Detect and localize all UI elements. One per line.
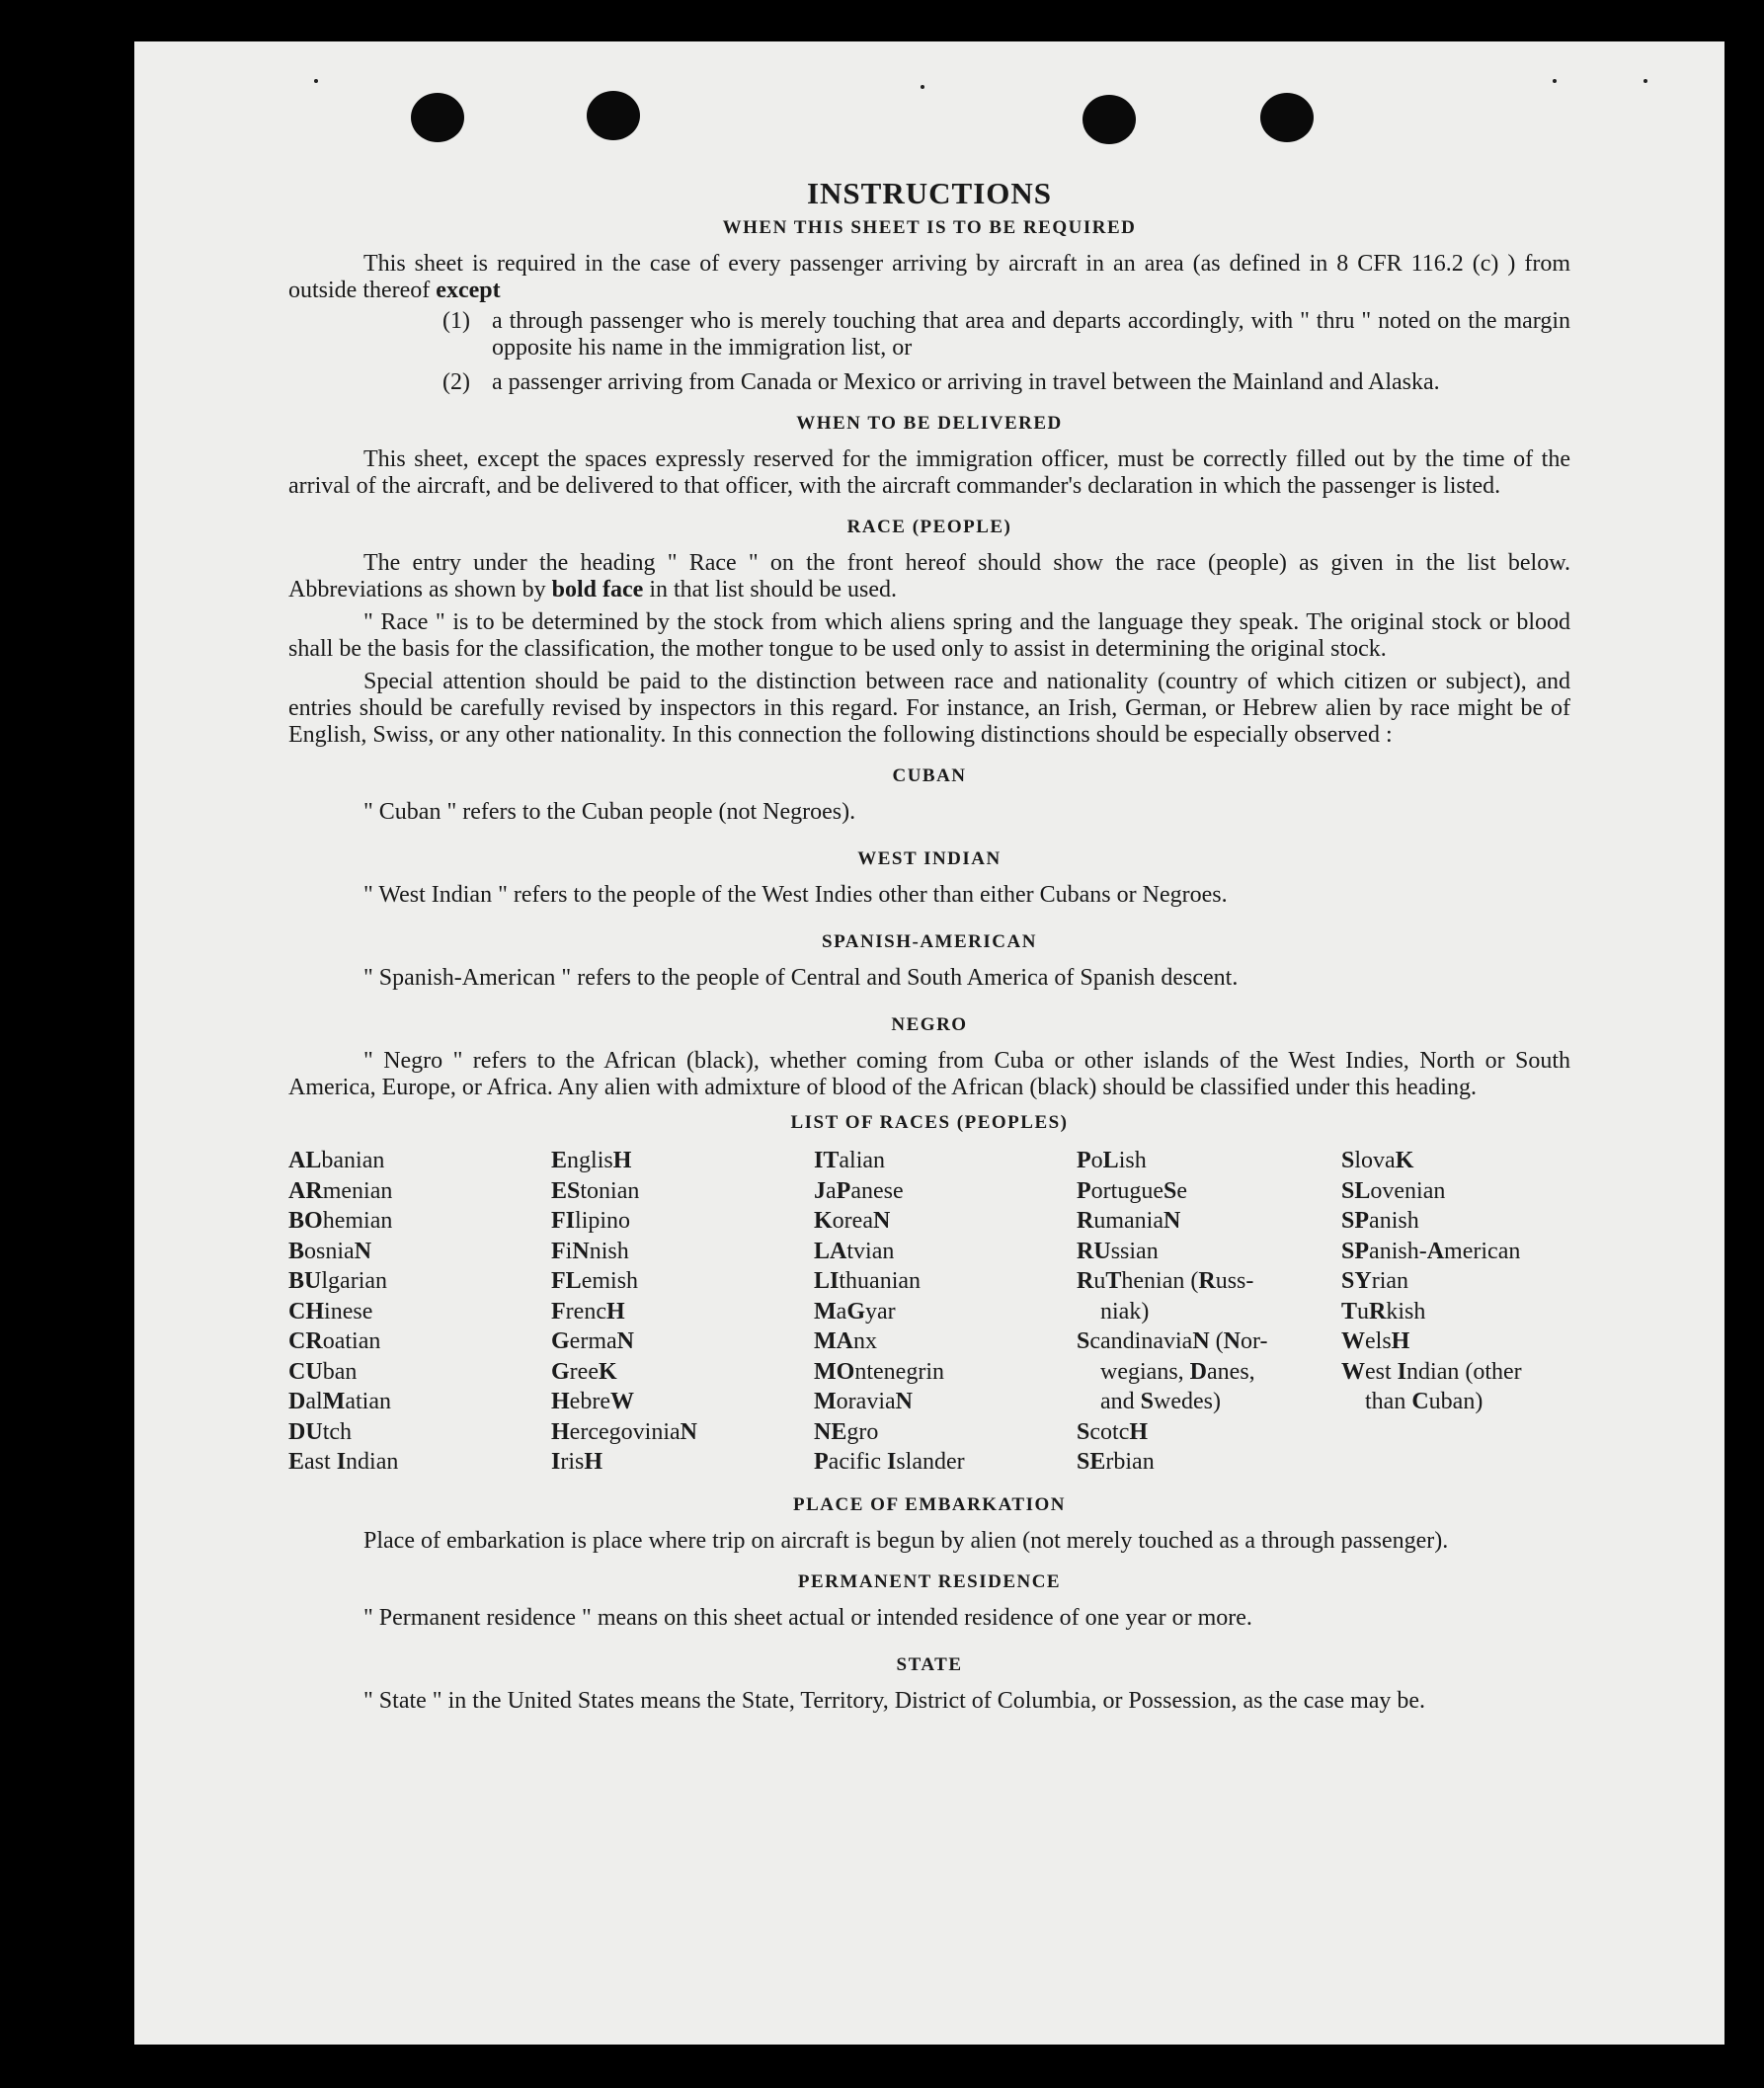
race-paragraph-1 <box>288 550 1570 603</box>
race-entry: FrencH <box>551 1298 625 1325</box>
race-entry: ARmenian <box>288 1177 393 1204</box>
race-p1-text-end: in that list should be used. <box>643 577 897 602</box>
race-entry: BOhemian <box>288 1208 393 1234</box>
race-entry: ALbanian <box>288 1148 385 1173</box>
section-heading-when-required: WHEN THIS SHEET IS TO BE REQUIRED <box>722 217 1137 238</box>
section-heading-when-delivered: WHEN TO BE DELIVERED <box>796 413 1063 434</box>
race-entry: HebreW <box>551 1389 634 1414</box>
place-of-embarkation-text: Place of embarkation is place where trip on aircraft is begun by alien (not merely touched as a through passenger). <box>363 1527 1449 1554</box>
race-entry: SLovenian <box>1341 1177 1446 1204</box>
race-entry: RumaniaN <box>1077 1208 1181 1234</box>
item-text: a through passenger who is merely touching that area and departs accordingly, with " thru " noted on the margin opposite his name in the immigration list, or <box>492 308 1570 361</box>
section-heading-list-of-races: LIST OF RACES (PEOPLES) <box>790 1112 1069 1133</box>
punch-hole <box>1260 93 1314 142</box>
speck <box>921 85 924 89</box>
race-entry: ITalian <box>814 1148 886 1173</box>
race-entry: KoreaN <box>814 1208 891 1234</box>
race-entry: FLemish <box>551 1268 639 1294</box>
race-entry: TuRkish <box>1341 1298 1426 1325</box>
race-entry: MoraviaN <box>814 1389 913 1414</box>
item-text: a passenger arriving from Canada or Mexico or arriving in travel between the Mainland and Alaska. <box>492 369 1440 395</box>
race-entry: MAnx <box>814 1328 877 1354</box>
punch-hole <box>411 93 464 142</box>
race-entry: GreeK <box>551 1358 617 1385</box>
race-entry: SPanish-American <box>1341 1238 1521 1264</box>
races-column <box>814 1146 1077 1478</box>
race-entry: SYrian <box>1341 1268 1409 1294</box>
state-text: " State " in the United States means the State, Territory, District of Columbia, or Possession, as the case may be. <box>363 1687 1426 1714</box>
race-entry: GermaN <box>551 1328 634 1354</box>
race-entry: CHinese <box>288 1298 373 1325</box>
race-entry: FIlipino <box>551 1208 631 1234</box>
west-indian-text: " West Indian " refers to the people of the West Indies other than either Cubans or Negroes. <box>363 882 1228 908</box>
item-number: (1) <box>442 308 470 334</box>
race-entry: SErbian <box>1077 1449 1155 1475</box>
race-entry: Pacific Islander <box>814 1449 965 1475</box>
punch-hole <box>1082 95 1136 144</box>
section-heading-west-indian: WEST INDIAN <box>857 848 1002 869</box>
race-entry: niak) <box>1100 1298 1150 1325</box>
race-entry: EnglisH <box>551 1148 632 1173</box>
intro-text: This sheet is required in the case of every passenger arriving by aircraft in an area (as defined in 8 CFR 116.2 (c) ) from outside thereof <box>288 251 1570 303</box>
cuban-text: " Cuban " refers to the Cuban people (not Negroes). <box>363 799 856 825</box>
race-entry: West Indian (other <box>1341 1358 1522 1385</box>
exception-item-2 <box>442 369 1570 396</box>
when-delivered-text: This sheet, except the spaces expressly reserved for the immigration officer, must be correctly filled out by the time of the arrival of the aircraft, and be delivered to that officer, with the aircraft commander's declaration in which the passenger is listed. <box>288 446 1570 499</box>
race-entry: WelsH <box>1341 1328 1410 1354</box>
section-heading-spanish-american: SPANISH-AMERICAN <box>822 931 1037 952</box>
race-entry: PortugueSe <box>1077 1177 1188 1204</box>
race-entry: EStonian <box>551 1177 640 1204</box>
race-entry: PoLish <box>1077 1148 1147 1173</box>
race-entry: CRoatian <box>288 1328 381 1354</box>
when-required-intro <box>288 251 1570 304</box>
race-entry: BUlgarian <box>288 1268 388 1294</box>
race-entry: FiNnish <box>551 1238 629 1264</box>
race-entry: LIthuanian <box>814 1268 922 1294</box>
race-entry: MOntenegrin <box>814 1358 944 1385</box>
race-entry: and Swedes) <box>1100 1389 1222 1414</box>
negro-text: " Negro " refers to the African (black), whether coming from Cuba or other islands of the West Indies, North or South America, Europe, or Africa. Any alien with admixture of blood of the African (black) should be classified under this heading. <box>288 1048 1570 1100</box>
intro-emphasis: except <box>436 278 501 303</box>
race-p1-text: The entry under the heading " Race " on the front hereof should show the race (people) as given in the list below. Abbreviations as shown by <box>288 550 1570 602</box>
races-list <box>288 1146 1570 1478</box>
page-title: INSTRUCTIONS <box>806 176 1052 210</box>
speck <box>1644 79 1647 83</box>
race-entry: East Indian <box>288 1449 399 1475</box>
race-p1-bold: bold face <box>551 577 644 602</box>
instructions-body <box>288 176 1570 1715</box>
race-entry: RuThenian (Russ- <box>1077 1268 1254 1294</box>
race-entry: ScandinaviaN (Nor- <box>1077 1328 1268 1354</box>
race-entry: CUban <box>288 1358 358 1385</box>
section-heading-negro: NEGRO <box>891 1014 968 1035</box>
section-heading-state: STATE <box>896 1653 963 1675</box>
race-paragraph-3: Special attention should be paid to the distinction between race and nationality (country of which citizen or subject), and entries should be carefully revised by inspectors in this regard. For instance, an Irish, German, or Hebrew alien by race might be of English, Swiss, or any other nationality. In this connection the following distinctions should be especially observed : <box>288 669 1570 748</box>
races-column <box>1341 1146 1570 1478</box>
spanish-american-text: " Spanish-American " refers to the people of Central and South America of Spanish descent. <box>363 965 1239 991</box>
race-entry: DalMatian <box>288 1389 391 1414</box>
race-entry: HercegoviniaN <box>551 1418 697 1445</box>
race-entry: SPanish <box>1341 1208 1419 1234</box>
race-entry: SlovaK <box>1341 1148 1414 1173</box>
races-column <box>288 1146 551 1478</box>
section-heading-cuban: CUBAN <box>892 765 967 786</box>
punch-hole <box>587 91 640 140</box>
race-entry: BosniaN <box>288 1238 372 1264</box>
item-number: (2) <box>442 369 470 395</box>
race-entry: wegians, Danes, <box>1100 1358 1255 1385</box>
section-heading-race: RACE (PEOPLE) <box>846 517 1012 537</box>
race-entry: NEgro <box>814 1418 879 1445</box>
speck <box>1553 79 1557 83</box>
document-sheet <box>134 41 1724 2045</box>
section-heading-place-of-embarkation: PLACE OF EMBARKATION <box>793 1493 1066 1515</box>
race-entry: RUssian <box>1077 1238 1159 1264</box>
race-entry: IrisH <box>551 1449 603 1475</box>
race-paragraph-2: " Race " is to be determined by the stock from which aliens spring and the language they speak. The original stock or blood shall be the basis for the classification, the mother tongue to be used only to assist in determining the original stock. <box>288 609 1570 662</box>
exception-item-1 <box>442 308 1570 361</box>
race-entry: ScotcH <box>1077 1418 1149 1445</box>
race-entry: LAtvian <box>814 1238 895 1264</box>
race-entry: MaGyar <box>814 1298 896 1325</box>
race-entry: JaPanese <box>814 1177 904 1204</box>
speck <box>314 79 318 83</box>
section-heading-permanent-residence: PERMANENT RESIDENCE <box>797 1570 1062 1592</box>
races-column <box>1077 1146 1341 1478</box>
race-entry: DUtch <box>288 1418 353 1445</box>
permanent-residence-text: " Permanent residence " means on this sheet actual or intended residence of one year or more. <box>363 1604 1252 1631</box>
race-entry: than Cuban) <box>1365 1389 1483 1414</box>
races-column <box>551 1146 814 1478</box>
